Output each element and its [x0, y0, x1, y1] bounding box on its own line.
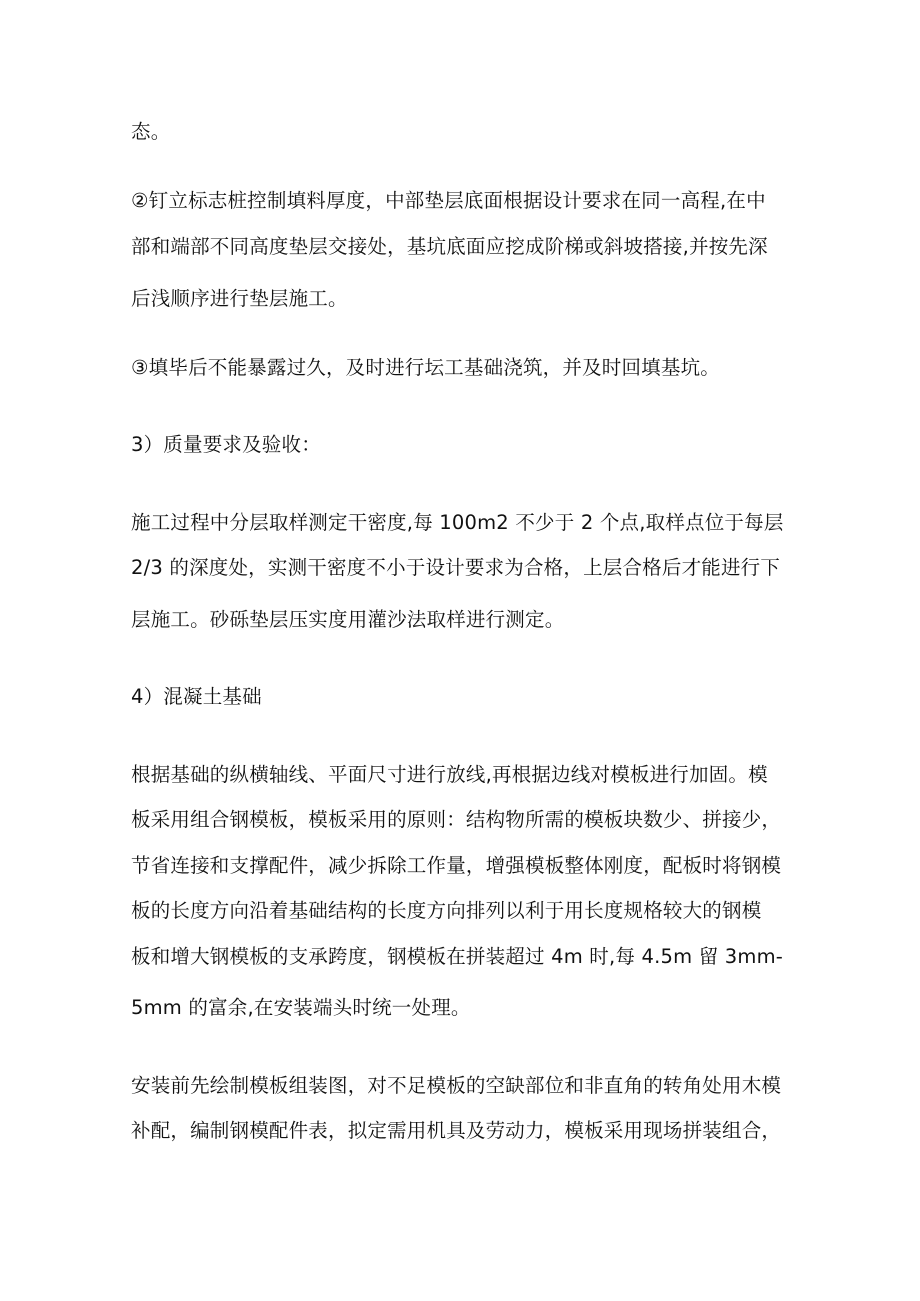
text-line: 板采用组合钢模板，模板采用的原则：结构物所需的模板块数少、拼接少， [131, 808, 782, 831]
text-line: 安装前先绘制模板组装图，对不足模板的空缺部位和非直角的转角处用木模 [131, 1074, 782, 1097]
text-line: 态。 [131, 120, 171, 143]
text-line: 节省连接和支撑配件，减少拆除工作量，增强模板整体刚度，配板时将钢模 [131, 854, 782, 877]
text-line: 补配，编制钢模配件表，拟定需用机具及劳动力，模板采用现场拼装组合， [131, 1119, 782, 1142]
section-heading: 3）质量要求及验收： [131, 433, 321, 456]
text-line: 板和增大钢模板的支承跨度，钢模板在拼装超过 4m 时,每 4.5m 留 3mm- [131, 945, 784, 968]
text-line: 2/3 的深度处，实测干密度不小于设计要求为合格，上层合格后才能进行下 [131, 556, 781, 579]
text-line: ③填毕后不能暴露过久，及时进行坛工基础浇筑，并及时回填基坑。 [131, 356, 720, 379]
section-heading: 4）混凝土基础 [131, 685, 262, 708]
text-line: 部和端部不同高度垫层交接处，基坑底面应挖成阶梯或斜坡搭接,并按先深 [131, 235, 768, 258]
text-line: 板的长度方向沿着基础结构的长度方向排列以利于用长度规格较大的钢模 [131, 899, 762, 922]
text-line: 后浅顺序进行垫层施工。 [131, 287, 348, 310]
text-line: ②钉立标志桩控制填料厚度，中部垫层底面根据设计要求在同一高程,在中 [131, 189, 766, 212]
text-line: 5mm 的富余,在安装端头时统一处理。 [131, 996, 471, 1019]
text-line: 施工过程中分层取样测定干密度,每 100m2 不少于 2 个点,取样点位于每层 [131, 511, 784, 534]
text-line: 根据基础的纵横轴线、平面尺寸进行放线,再根据边线对模板进行加固。模 [131, 763, 768, 786]
text-line: 层施工。砂砾垫层压实度用灌沙法取样进行测定。 [131, 608, 565, 631]
